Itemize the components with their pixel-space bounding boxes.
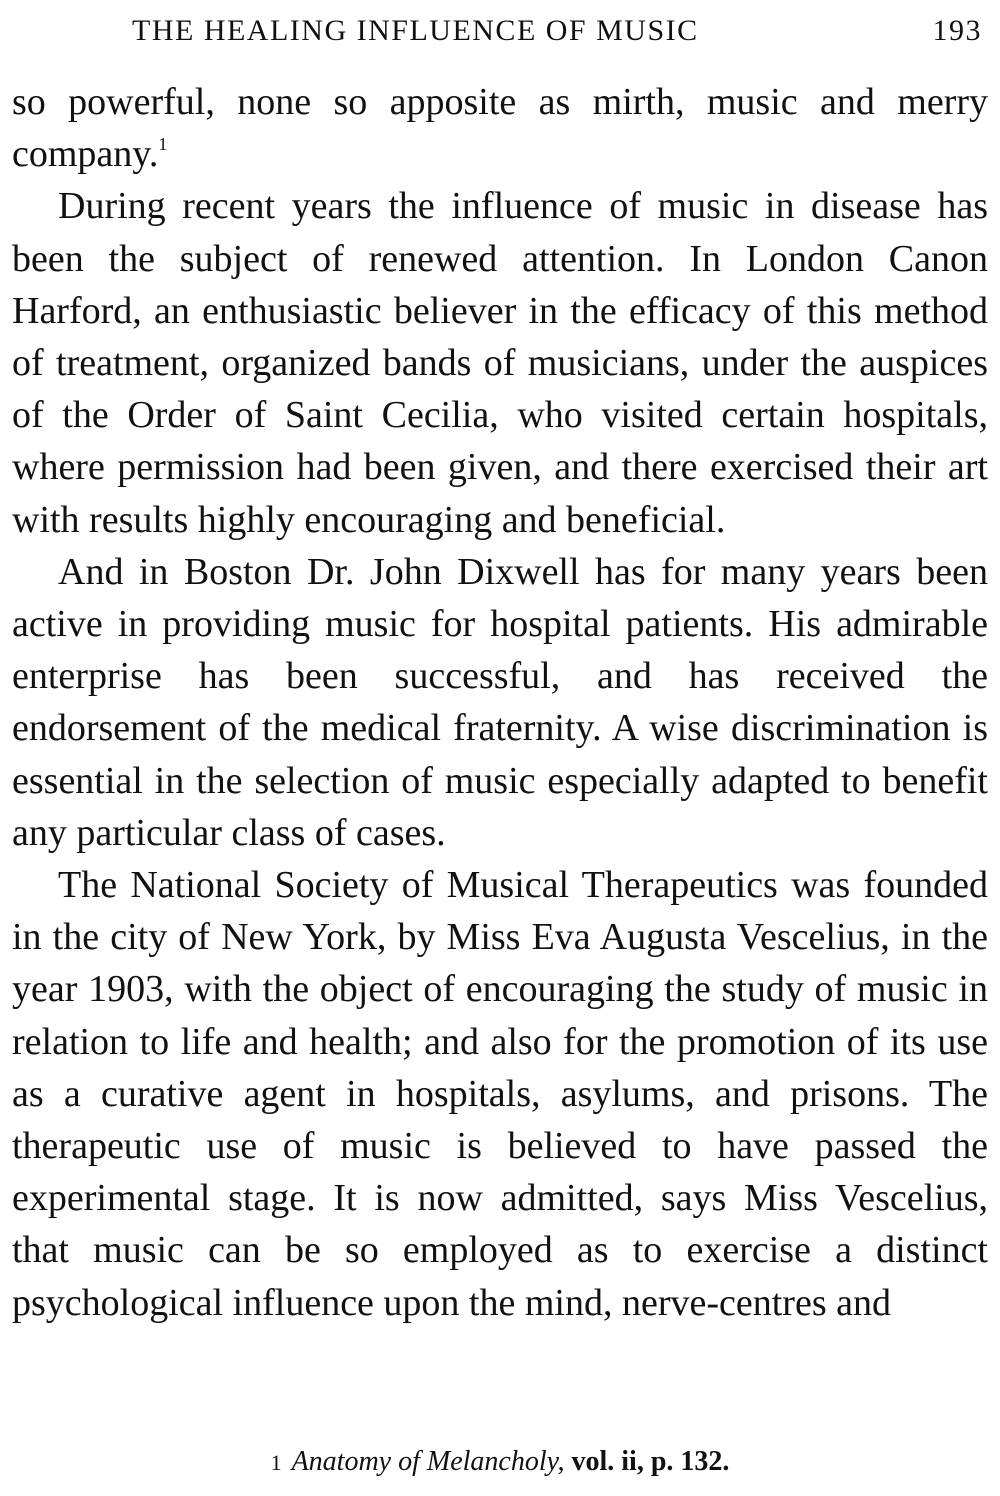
page-number: 193 bbox=[932, 14, 982, 47]
running-title: THE HEALING INFLUENCE OF MUSIC bbox=[132, 14, 699, 47]
paragraph-3: And in Boston Dr. John Dixwell has for many years been active in providing music for hospital patients. His admirable enterprise has been successful, and has received the endorsement of the medical fraternity. A wise discrimination is essential in the selection of music especially adapted to benefit any particular class of cases. bbox=[12, 550, 988, 854]
footnote-reference: 1 bbox=[158, 134, 168, 155]
footnote-citation: vol. ii, p. 132. bbox=[571, 1446, 730, 1477]
footnote-mark: 1 bbox=[270, 1450, 282, 1475]
paragraph-continuation bbox=[12, 76, 988, 180]
paragraph-4: The National Society of Musical Therapeutics was founded in the city of New York, by Miss Eva Augusta Vescelius, in the year 1903, with the object of encouraging the study of music in relation to life and health; and also for the promotion of its use as a curative agent in hospitals, asylums, and prisons. The therapeutic use of music is believed to have passed the experimental stage. It is now admitted, says Miss Vescelius, that music can be so employed as to exercise a distinct psychological influence upon the mind, nerve-centres and bbox=[12, 864, 988, 1324]
paragraph-2: During recent years the influence of music in disease has been the subject of renewed attention. In London Canon Harford, an enthusiastic believer in the efficacy of this method of treatment, organized bands of musicians, under the auspices of the Order of Saint Cecilia, who visited certain hospitals, where permission had been given, and there exercised their art with results highly encouraging and beneficial. bbox=[12, 185, 988, 541]
body-text bbox=[12, 76, 988, 1329]
running-head bbox=[0, 14, 1000, 54]
paragraph-1-text: so powerful, none so apposite as mirth, music and merry company. bbox=[12, 81, 988, 176]
footnote bbox=[0, 1446, 1000, 1478]
footnote-source-title: Anatomy of Melancholy, bbox=[291, 1446, 565, 1477]
